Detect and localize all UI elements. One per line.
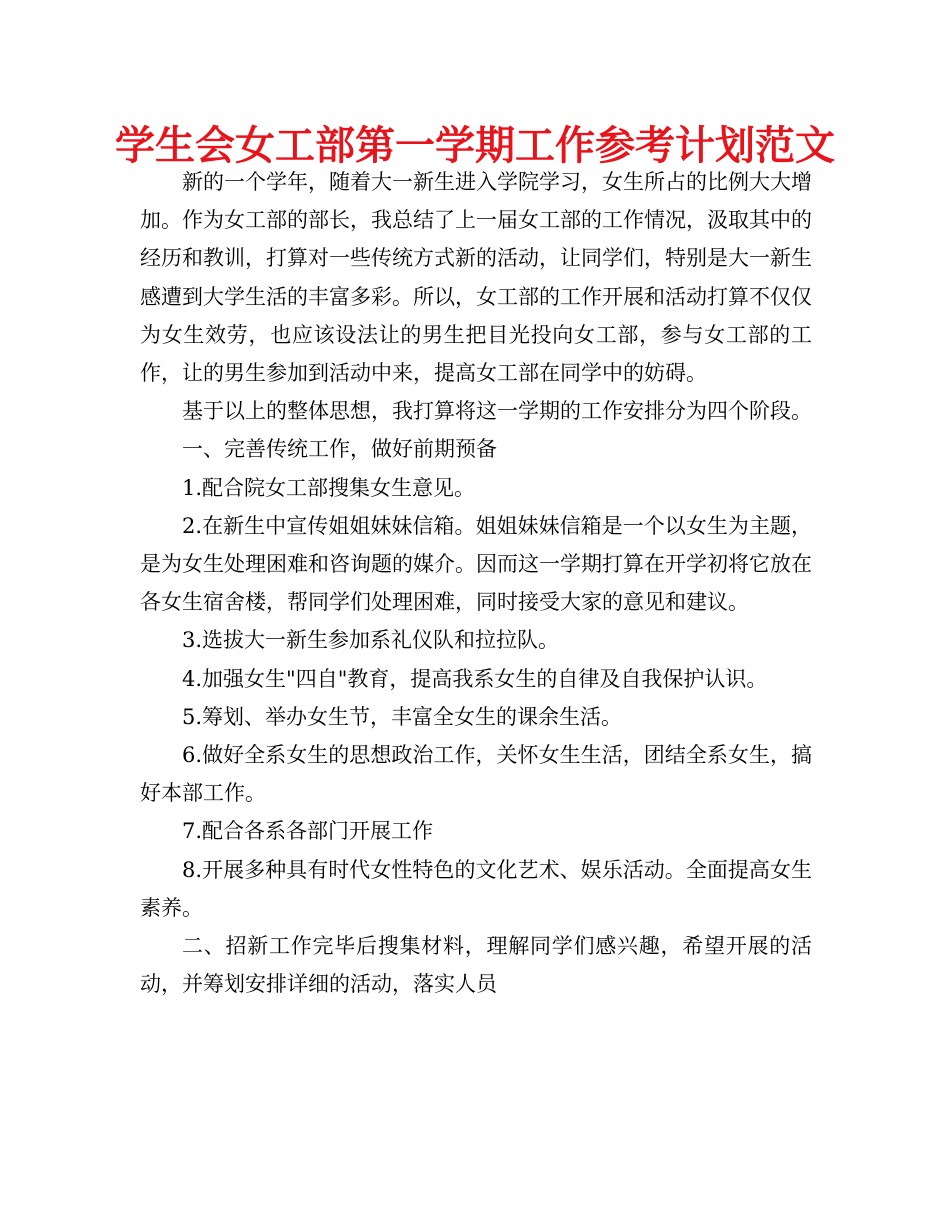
paragraph-plan-overview: 基于以上的整体思想，我打算将这一学期的工作安排分为四个阶段。 [182, 399, 812, 424]
list-item-6: 6.做好全系女生的思想政治工作，关怀女生生活，团结全系女生，搞好本部工作。 [140, 743, 812, 806]
list-item-8: 8.开展多种具有时代女性特色的文化艺术、娱乐活动。全面提高女生素养。 [140, 857, 812, 920]
document-title: 学生会女工部第一学期工作参考计划范文 [115, 123, 835, 169]
list-item-3: 3.选拔大一新生参加系礼仪队和拉拉队。 [182, 628, 560, 653]
section-heading-1: 一、完善传统工作，做好前期预备 [182, 437, 497, 462]
list-item-1: 1.配合院女工部搜集女生意见。 [182, 475, 476, 500]
section-heading-2: 二、招新工作完毕后搜集材料，理解同学们感兴趣，希望开展的活动，并筹划安排详细的活动，落实人员 [140, 934, 812, 997]
paragraph-intro: 新的一个学年，随着大一新生进入学院学习，女生所占的比例大大增加。作为女工部的部长，我总结了上一届女工部的工作情况，汲取其中的经历和教训，打算对一些传统方式新的活动，让同学们，特别是大一新生感遭到大学生活的丰富多彩。所以，女工部的工作开展和活动打算不仅仅为女生效劳，也应该设法让的男生把目光投向女工部，参与女工部的工作，让的男生参加到活动中来，提高女工部在同学中的妨碍。 [140, 170, 812, 386]
list-item-4: 4.加强女生"四自"教育，提高我系女生的自律及自我保护认识。 [182, 666, 768, 691]
document-body [140, 163, 812, 1003]
list-item-7: 7.配合各系各部门开展工作 [182, 819, 434, 844]
list-item-5: 5.筹划、举办女生节，丰富全女生的课余生活。 [182, 704, 623, 729]
list-item-2: 2.在新生中宣传姐姐妹妹信箱。姐姐妹妹信箱是一个以女生为主题，是为女生处理困难和咨询题的媒介。因而这一学期打算在开学初将它放在各女生宿舍楼，帮同学们处理困难，同时接受大家的意见和建议。 [140, 513, 812, 615]
